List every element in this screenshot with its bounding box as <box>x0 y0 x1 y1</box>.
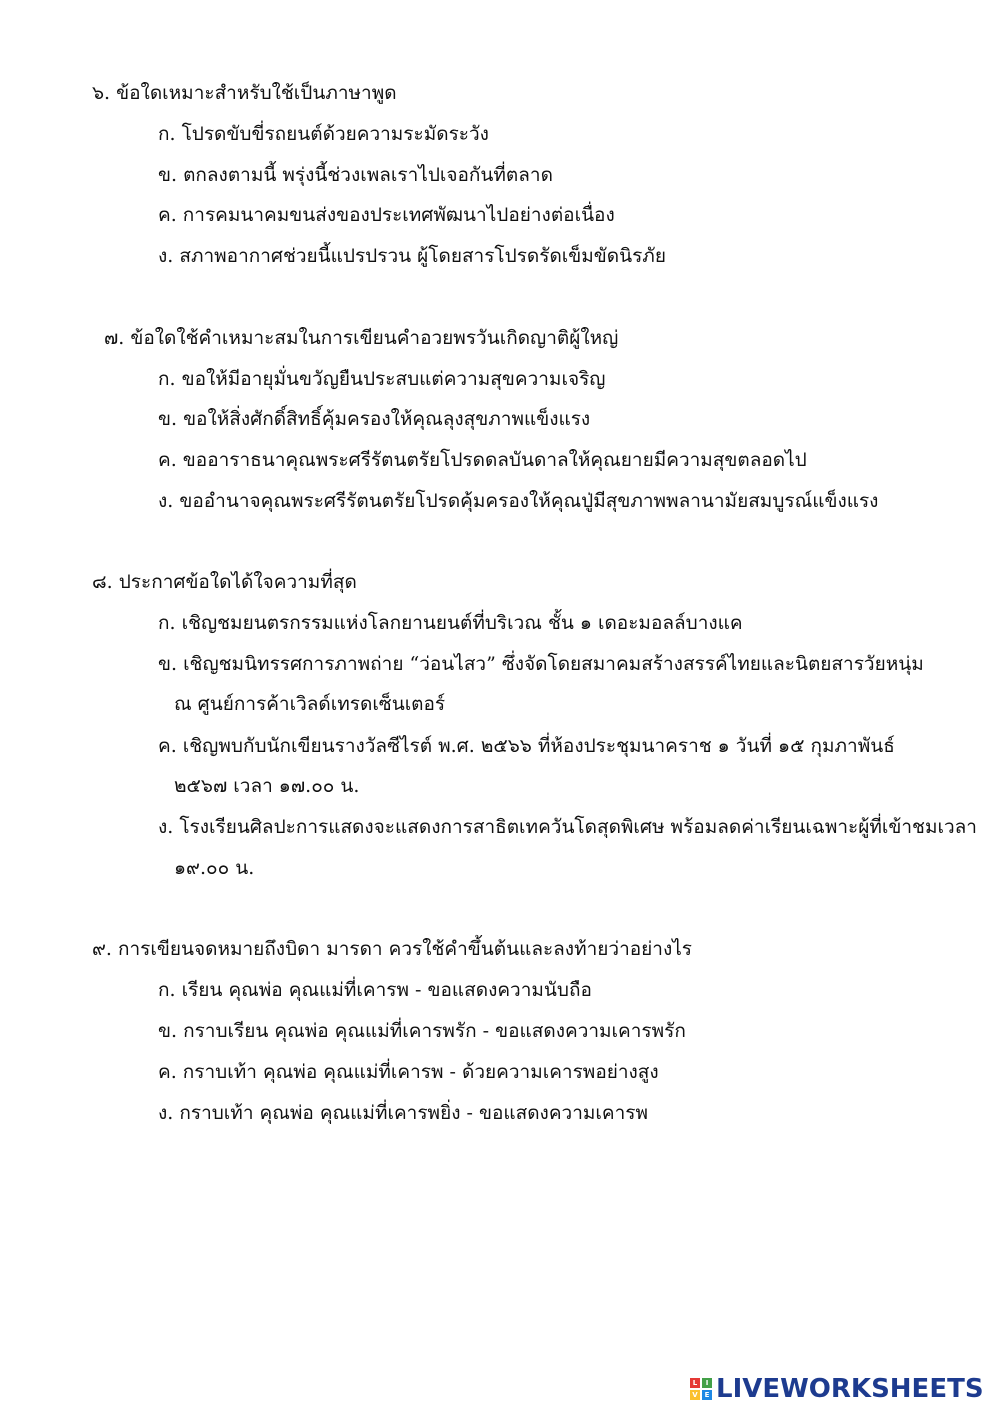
question-8-option-b: ข. เชิญชมนิทรรศการภาพถ่าย “ว่อนไสว” ซึ่งจัดโดยสมาคมสร้างสรรค์ไทยและนิตยสารวัยหนุ่ม <box>158 653 924 675</box>
question-7-stem: ๗. ข้อใดใช้คำเหมาะสมในการเขียนคำอวยพรวันเกิดญาติผู้ใหญ่ <box>104 327 619 349</box>
question-9-option-b: ข. กราบเรียน คุณพ่อ คุณแม่ที่เคารพรัก - ขอแสดงความเคารพรัก <box>158 1020 686 1042</box>
logo-grid-cell-e: E <box>702 1390 712 1400</box>
question-8-option-c: ค. เชิญพบกับนักเขียนรางวัลซีไรต์ พ.ศ. ๒๕๖๖ ที่ห้องประชุมนาคราช ๑ วันที่ ๑๕ กุมภาพันธ์ <box>158 735 895 757</box>
question-6-option-c: ค. การคมนาคมขนส่งของประเทศพัฒนาไปอย่างต่อเนื่อง <box>158 204 615 226</box>
question-8-option-d: ง. โรงเรียนศิลปะการแสดงจะแสดงการสาธิตเทควันโดสุดพิเศษ พร้อมลดค่าเรียนเฉพาะผู้ที่เข้าชมเวลา <box>158 816 977 838</box>
liveworksheets-logo <box>690 1374 984 1404</box>
question-9-option-c: ค. กราบเท้า คุณพ่อ คุณแม่ที่เคารพ - ด้วยความเคารพอย่างสูง <box>158 1061 659 1083</box>
question-8-option-b-continued: ณ ศูนย์การค้าเวิลด์เทรดเซ็นเตอร์ <box>174 693 446 715</box>
question-7-option-c: ค. ขออาราธนาคุณพระศรีรัตนตรัยโปรดดลบันดาลให้คุณยายมีความสุขตลอดไป <box>158 449 807 471</box>
question-7-option-a: ก. ขอให้มีอายุมั่นขวัญยืนประสบแต่ความสุขความเจริญ <box>158 368 606 390</box>
question-6-option-b: ข. ตกลงตามนี้ พรุ่งนี้ช่วงเพลเราไปเจอกันที่ตลาด <box>158 164 553 186</box>
question-8-option-a: ก. เชิญชมยนตรกรรมแห่งโลกยานยนต์ที่บริเวณ ชั้น ๑ เดอะมอลล์บางแค <box>158 612 743 634</box>
question-8-option-d-continued: ๑๙.๐๐ น. <box>174 857 255 879</box>
question-7-option-d: ง. ขออำนาจคุณพระศรีรัตนตรัยโปรดคุ้มครองให้คุณปู่มีสุขภาพพลานามัยสมบูรณ์แข็งแรง <box>158 490 879 512</box>
logo-grid-cell-i: I <box>702 1378 712 1388</box>
liveworksheets-logo-icon <box>690 1378 712 1400</box>
logo-grid-cell-l: L <box>690 1378 700 1388</box>
liveworksheets-logo-text: LIVEWORKSHEETS <box>716 1374 984 1404</box>
question-6-stem: ๖. ข้อใดเหมาะสำหรับใช้เป็นภาษาพูด <box>92 82 397 104</box>
question-9-option-d: ง. กราบเท้า คุณพ่อ คุณแม่ที่เคารพยิ่ง - ขอแสดงความเคารพ <box>158 1102 649 1124</box>
question-8-stem: ๘. ประกาศข้อใดได้ใจความที่สุด <box>92 571 357 593</box>
question-6-option-a: ก. โปรดขับขี่รถยนต์ด้วยความระมัดระวัง <box>158 123 489 145</box>
question-9-stem: ๙. การเขียนจดหมายถึงบิดา มารดา ควรใช้คำขึ้นต้นและลงท้ายว่าอย่างไร <box>92 938 693 960</box>
question-9-option-a: ก. เรียน คุณพ่อ คุณแม่ที่เคารพ - ขอแสดงความนับถือ <box>158 979 592 1001</box>
question-8-option-c-continued: ๒๕๖๗ เวลา ๑๗.๐๐ น. <box>174 775 360 797</box>
logo-grid-cell-v: V <box>690 1390 700 1400</box>
question-7-option-b: ข. ขอให้สิ่งศักดิ์สิทธิ์คุ้มครองให้คุณลุงสุขภาพแข็งแรง <box>158 408 591 430</box>
question-6-option-d: ง. สภาพอากาศช่วยนี้แปรปรวน ผู้โดยสารโปรดรัดเข็มขัดนิรภัย <box>158 245 666 267</box>
